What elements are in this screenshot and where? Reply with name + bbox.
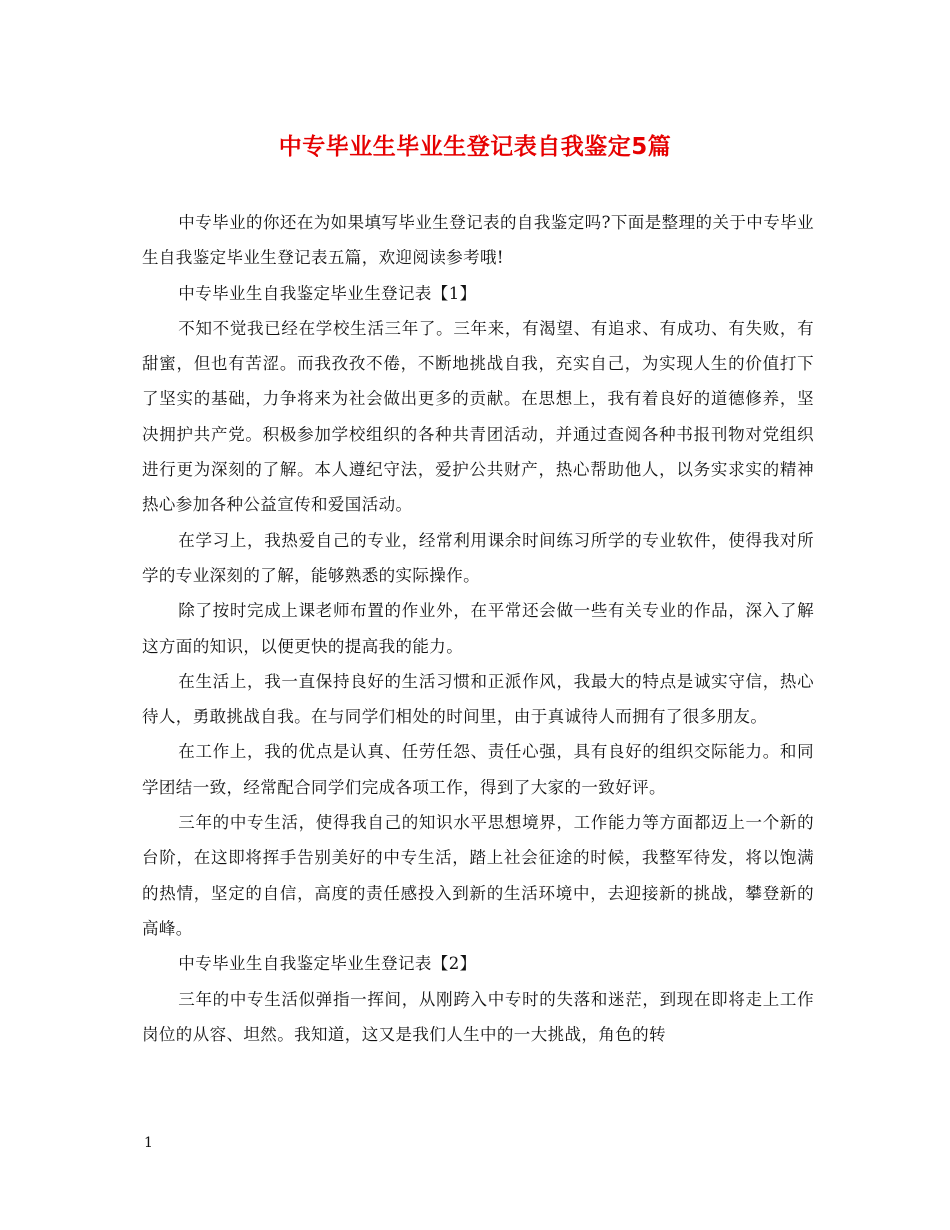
- body-paragraph: 在生活上，我一直保持良好的生活习惯和正派作风，我最大的特点是诚实守信，热心待人，勇敢挑战自我。在与同学们相处的时间里，由于真诚待人而拥有了很多朋友。: [142, 671, 814, 727]
- body-paragraph: 除了按时完成上课老师布置的作业外，在平常还会做一些有关专业的作品，深入了解这方面的知识，以便更快的提高我的能力。: [142, 601, 814, 656]
- body-paragraph: 不知不觉我已经在学校生活三年了。三年来，有渴望、有追求、有成功、有失败，有甜蜜，但也有苦涩。而我孜孜不倦，不断地挑战自我，充实自己，为实现人生的价值打下了坚实的基础，力争将来为社会做出更多的贡献。在思想上，我有着良好的道德修养，坚决拥护共产党。积极参加学校组织的各种共青团活动，并通过查阅各种书报刊物对党组织进行更为深刻的了解。本人遵纪守法，爱护公共财产，热心帮助他人，以务实求实的精神热心参加各种公益宣传和爱国活动。: [142, 318, 814, 515]
- body-paragraph: 三年的中专生活似弹指一挥间，从刚跨入中专时的失落和迷茫，到现在即将走上工作岗位的从容、坦然。我知道，这又是我们人生中的一大挑战，角色的转: [142, 989, 814, 1044]
- intro-paragraph: 中专毕业的你还在为如果填写毕业生登记表的自我鉴定吗?下面是整理的关于中专毕业生自我鉴定毕业生登记表五篇，欢迎阅读参考哦!: [142, 213, 814, 268]
- document-title: 中专毕业生毕业生登记表自我鉴定5篇: [278, 134, 672, 160]
- body-paragraph: 在学习上，我热爱自己的专业，经常利用课余时间练习所学的专业软件，使得我对所学的专业深刻的了解，能够熟悉的实际操作。: [142, 530, 814, 585]
- section-heading-1: 中专毕业生自我鉴定毕业生登记表【1】: [178, 283, 477, 303]
- section-heading-2: 中专毕业生自我鉴定毕业生登记表【2】: [178, 954, 477, 974]
- body-paragraph: 在工作上，我的优点是认真、任劳任怨、责任心强，具有良好的组织交际能力。和同学团结一致，经常配合同学们完成各项工作，得到了大家的一致好评。: [142, 742, 814, 797]
- document-body: [142, 205, 814, 1052]
- body-paragraph: 三年的中专生活，使得我自己的知识水平思想境界，工作能力等方面都迈上一个新的台阶，在这即将挥手告别美好的中专生活，踏上社会征途的时候，我整军待发，将以饱满的热情，坚定的自信，高度的责任感投入到新的生活环境中，去迎接新的挑战，攀登新的高峰。: [142, 813, 814, 938]
- page-number: 1: [144, 1135, 153, 1151]
